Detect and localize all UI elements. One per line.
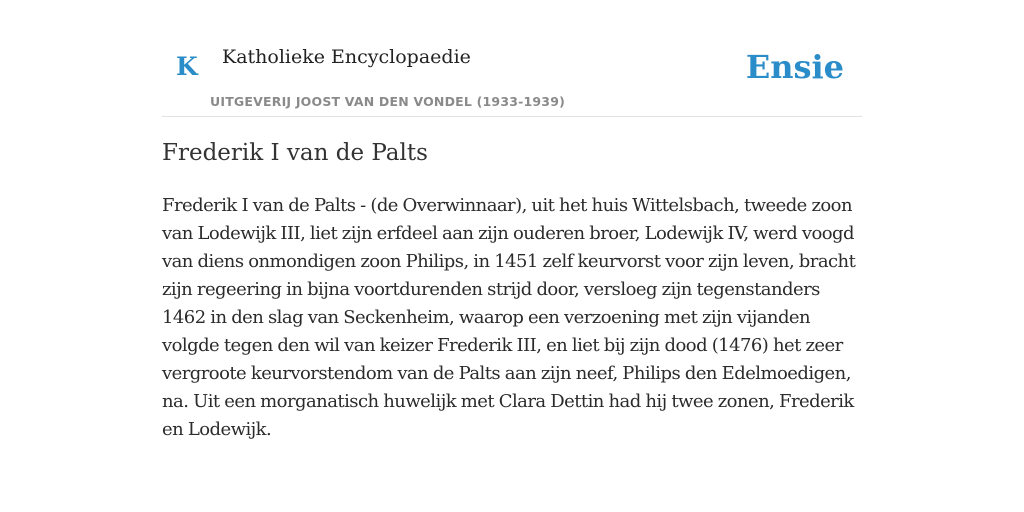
encyclopedia-logo[interactable]: K xyxy=(176,52,198,81)
ensie-brand-link[interactable]: Ensie xyxy=(745,48,844,86)
encyclopedia-header xyxy=(162,30,862,117)
publisher-subtitle: UITGEVERIJ JOOST VAN DEN VONDEL (1933-1939) xyxy=(210,94,566,109)
article-body: Frederik I van de Palts - (de Overwinnaar), uit het huis Wittelsbach, tweede zoon van Lodewijk III, liet zijn erfdeel aan zijn ouderen broer, Lodewijk IV, werd voogd van diens onmondigen zoon Philips, in 1451 zelf keurvorst voor zijn leven, bracht zijn regeering in bijna voortdurenden strijd door, versloeg zijn tegenstanders 1462 in den slag van Seckenheim, waarop een verzoening met zijn vijanden volgde tegen den wil van keizer Frederik III, en liet bij zijn dood (1476) het zeer vergroote keurvorstendom van de Palts aan zijn neef, Philips den Edelmoedigen, na. Uit een morganatisch huwelijk met Clara Dettin had hij twee zonen, Frederik en Lodewijk. xyxy=(162,195,856,440)
encyclopedia-title[interactable]: Katholieke Encyclopaedie xyxy=(222,46,471,68)
article-title: Frederik I van de Palts xyxy=(162,140,428,166)
